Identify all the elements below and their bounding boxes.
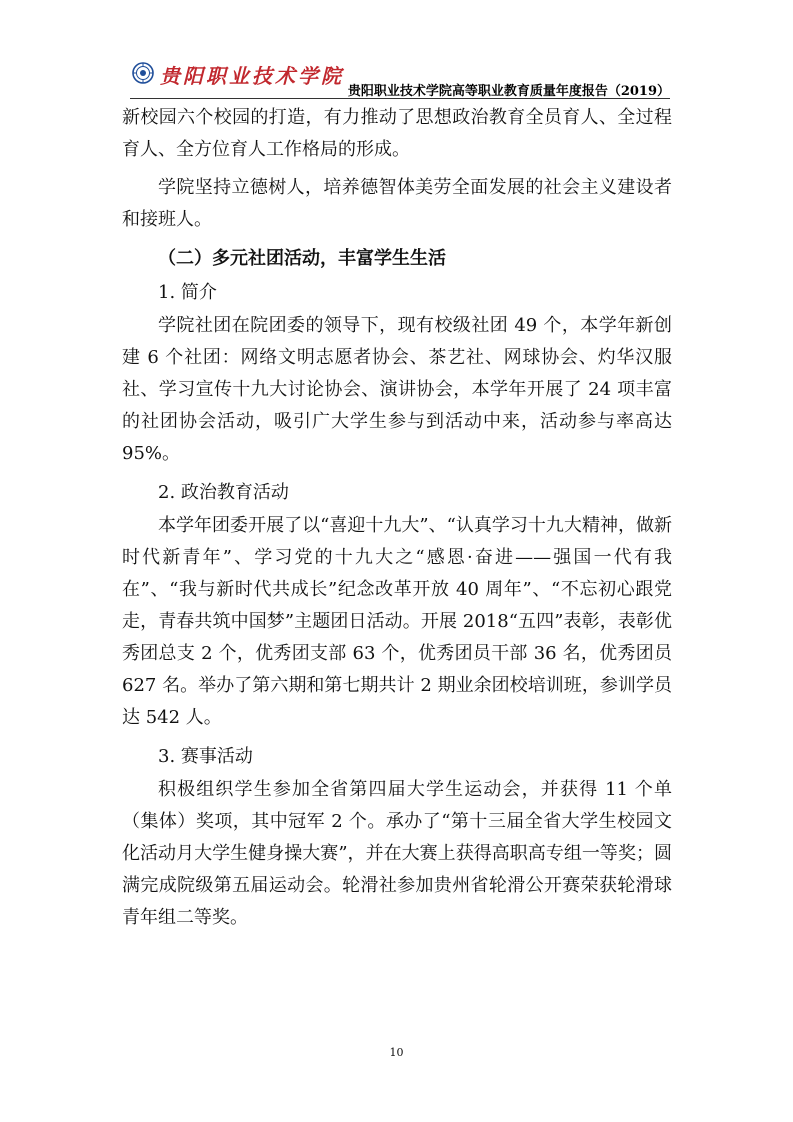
subsection-title-intro: 1. 简介 bbox=[158, 282, 217, 303]
document-body bbox=[122, 102, 672, 934]
header-divider bbox=[130, 98, 670, 99]
section-heading: （二）多元社团活动，丰富学生生活 bbox=[158, 248, 446, 269]
page-number: 10 bbox=[389, 1046, 404, 1059]
college-emblem-icon bbox=[132, 62, 154, 84]
paragraph-mission: 学院坚持立德树人，培养德智体美劳全面发展的社会主义建设者和接班人。 bbox=[122, 177, 672, 230]
paragraph-continuation: 新校园六个校园的打造，有力推动了思想政治教育全员育人、全过程育人、全方位育人工作格局的形成。 bbox=[122, 107, 672, 160]
paragraph-intro: 学院社团在院团委的领导下，现有校级社团 49 个，本学年新创建 6 个社团：网络文明志愿者协会、茶艺社、网球协会、灼华汉服社、学习宣传十九大讨论协会、演讲协会，本学年开展了 24 项丰富的社团协会活动，吸引广大学生参与到活动中来，活动参与率高达 95%。 bbox=[122, 315, 672, 464]
report-title: 贵阳职业技术学院高等职业教育质量年度报告（2019） bbox=[347, 84, 670, 99]
paragraph-political: 本学年团委开展了以“喜迎十九大”、“认真学习十九大精神，做新时代新青年”、学习党的十九大之“感恩·奋进——强国一代有我在”、“我与新时代共成长”纪念改革开放 40 周年”、“不忘初心跟党走，青春共筑中国梦”主题团日活动。开展 2018“五四”表彰，表彰优秀团总支 2 个，优秀团支部 63 个，优秀团员干部 36 名，优秀团员 627 名。举办了第六期和第七期共计 2 期业余团校培训班，参训学员达 542 人。 bbox=[122, 515, 672, 728]
subsection-title-political: 2. 政治教育活动 bbox=[158, 482, 289, 503]
page-header bbox=[130, 58, 670, 98]
college-logo-text: 贵阳职业技术学院 bbox=[160, 64, 344, 88]
paragraph-competitions: 积极组织学生参加全省第四届大学生运动会，并获得 11 个单（集体）奖项，其中冠军 2 个。承办了“第十三届全省大学生校园文化活动月大学生健身操大赛”，并在大赛上获得高职高专组一等奖；圆满完成院级第五届运动会。轮滑社参加贵州省轮滑公开赛荣获轮滑球青年组二等奖。 bbox=[122, 779, 672, 928]
subsection-title-competitions: 3. 赛事活动 bbox=[158, 746, 253, 767]
